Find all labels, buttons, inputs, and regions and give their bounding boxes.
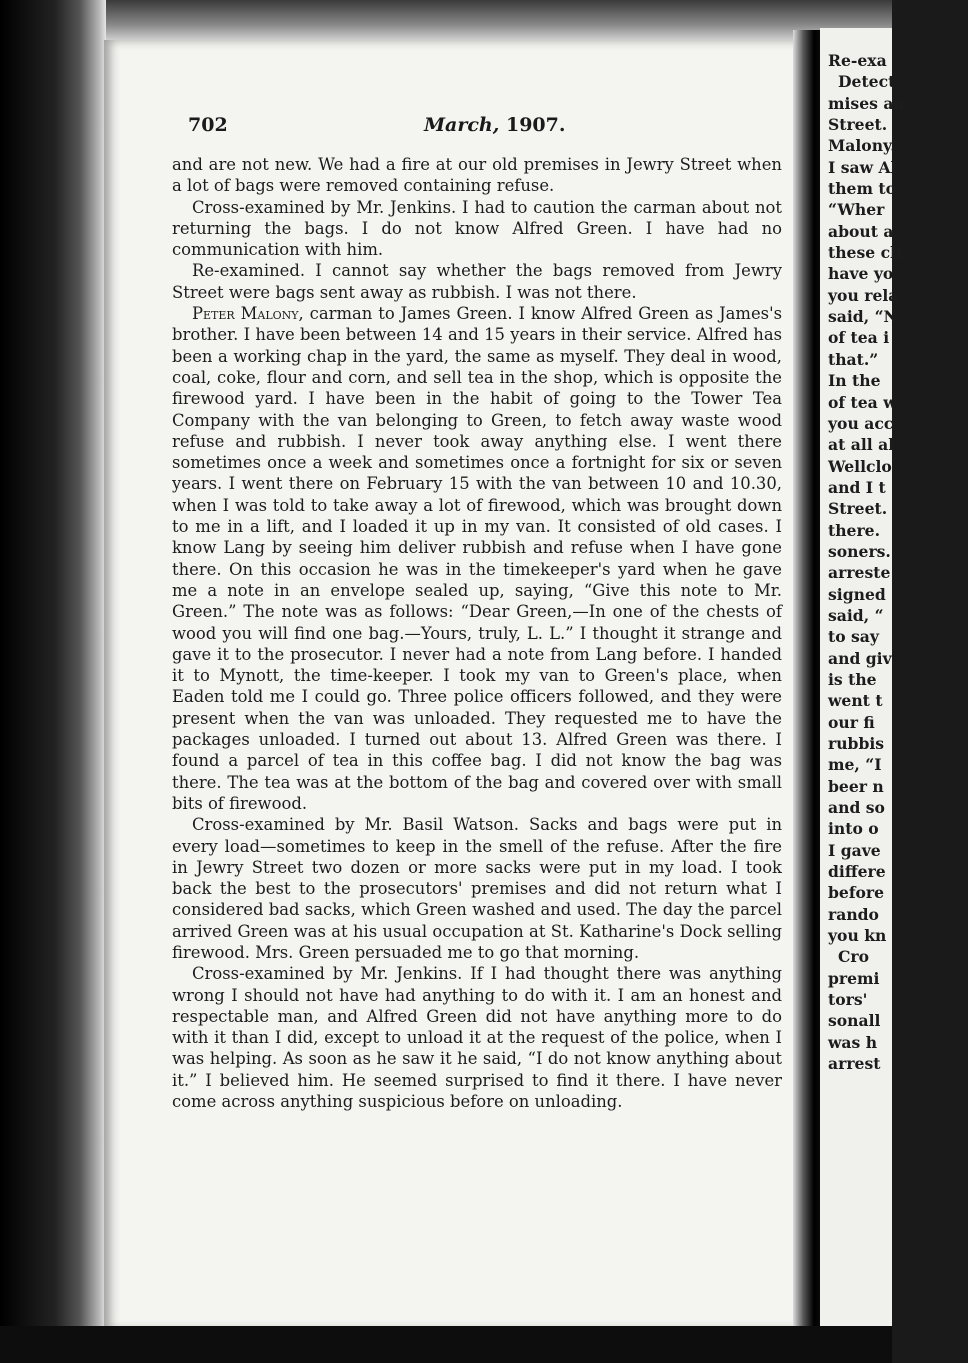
facing-line: me, “I: [828, 755, 882, 775]
facing-line: you rela: [828, 285, 899, 305]
facing-line: there.: [828, 520, 881, 540]
running-head: [424, 114, 565, 136]
facing-line: Wellclo: [828, 456, 892, 476]
paragraph: [172, 814, 782, 963]
facing-line: premi: [828, 968, 880, 988]
facing-line: to say: [828, 627, 879, 647]
facing-line: was h: [828, 1032, 878, 1052]
paragraph: [172, 154, 782, 197]
facing-line: Re-exa: [828, 51, 887, 70]
facing-line: sonall: [828, 1011, 881, 1031]
facing-line: before: [828, 883, 885, 903]
paragraph: [172, 197, 782, 261]
paragraph-text: carman to James Green. I know Alfred Green as James's brother. I have been between 14 and 15 years in their service. Alfred has been a working chap in the yard, the same as myself. They deal in wood, coal, coke, flour and corn, and sell tea in the shop, which is opposite the firewood yard. I have been in the habit of going to the Tower Tea Company with the van belonging to Green, to fetch away waste wood refuse and rubbish. I never took away anything else. I went there sometimes once a week and sometimes once a fortnight for six or seven years. I went there on February 15 with the van between 10 and 10.30, when I was told to take away a lot of firewood, which was brought down to me in a lift, and I loaded it up in my van. It consisted of old cases. I know Lang by seeing him deliver rubbish and refuse when I have gone there. On this occasion he was in the timekeeper's yard when he gave me a note in an envelope sealed up, saying, “Give this note to Mr. Green.” The note was as follows: “Dear Green,—In one of the chests of wood you will find one bag.—Yours, truly, L. L.” I thought it strange and gave it to the prosecutor. I never had a note from Lang before. I handed it to Mynott, the time-keeper. I took my van to Green's place, when Eaden told me I could go. Three police officers followed, and they were present when the van was unloaded. They requested me to have the packages unloaded. I turned out about 13. Alfred Green was there. I found a parcel of tea in this coffee bag. I did not know the bag was there. The tea was at the bottom of the bag and covered over with small bits of firewood.: [172, 304, 782, 813]
book-gutter: [793, 30, 823, 1363]
facing-line: at all al: [828, 435, 895, 455]
paragraph: [172, 260, 782, 303]
facing-line: Malony.: [828, 136, 896, 156]
facing-line: arrest: [828, 1054, 881, 1074]
facing-line: about a: [828, 221, 894, 241]
book-left-edge: [0, 0, 106, 1363]
facing-line: said, “: [828, 605, 884, 625]
page-number: 702: [188, 114, 228, 136]
page-body: [172, 154, 782, 1112]
page-header: [188, 114, 638, 140]
facing-line: said, “N: [828, 307, 898, 327]
paragraph-text: Re-examined. I cannot say whether the bags removed from Jewry Street were bags sent away as rubbish. I was not there.: [172, 261, 782, 302]
facing-line: have yo: [828, 264, 894, 284]
paragraph: [172, 963, 782, 1112]
facing-line: went t: [828, 691, 883, 711]
facing-line: them to: [828, 179, 896, 199]
facing-line: “Wher: [828, 200, 885, 220]
facing-line: differe: [828, 862, 886, 882]
facing-line: is the: [828, 669, 877, 689]
facing-line: beer n: [828, 776, 884, 796]
facing-line: tors': [828, 990, 868, 1010]
facing-line: that.”: [828, 349, 879, 369]
facing-line: of tea i: [828, 328, 890, 348]
facing-line: these ch: [828, 243, 902, 263]
facing-line: In the: [828, 371, 881, 391]
facing-line: of tea w: [828, 392, 897, 412]
facing-line: arreste: [828, 563, 891, 583]
facing-line: Cro: [838, 947, 870, 967]
witness-name: Peter Malony,: [192, 304, 304, 324]
scan-bottom-border: [0, 1326, 892, 1363]
facing-line: signed: [828, 584, 886, 604]
running-head-year: 1907.: [505, 114, 566, 136]
facing-line: Street.: [828, 115, 888, 135]
running-head-month: March,: [424, 114, 500, 136]
left-page: [104, 40, 804, 1330]
facing-line: mises an: [828, 93, 905, 113]
facing-line: you acc: [828, 413, 894, 433]
facing-line: into o: [828, 819, 879, 839]
facing-page-text: [828, 51, 968, 1075]
paragraph: [172, 303, 782, 814]
paragraph-text: and are not new. We had a fire at our old premises in Jewry Street when a lot of bags were removed containing refuse.: [172, 155, 782, 196]
facing-line: Detect: [838, 72, 896, 92]
facing-line: Street.: [828, 499, 888, 519]
facing-line: rubbis: [828, 734, 885, 753]
facing-line: and I t: [828, 477, 886, 497]
paragraph-text: Cross-examined by Mr. Jenkins. If I had thought there was anything wrong I should not have had anything to do with it. I am an honest and respectable man, and Alfred Green did not have anything more to do with it than I did, except to unload it at the request of the police, when I was helping. As soon as he saw it he said, “I do not know anything about it.” I believed him. He seemed surprised to find it there. I have never come across anything suspicious before on unloading.: [172, 964, 782, 1112]
scan-top-border: [0, 0, 892, 42]
facing-line: soners.: [828, 541, 891, 561]
facing-page: [820, 28, 905, 1328]
facing-line: and so: [828, 798, 885, 818]
facing-line: you kn: [828, 926, 887, 946]
facing-line: our fi: [828, 712, 875, 732]
facing-line: rando: [828, 904, 879, 924]
facing-line: I saw Al: [828, 157, 897, 177]
paragraph-text: Cross-examined by Mr. Basil Watson. Sacks and bags were put in every load—sometimes to keep in the smell of the refuse. After the fire in Jewry Street two dozen or more sacks were put in my load. I took back the best to the prosecutors' premises and did not return what I considered bad sacks, which Green washed and used. The day the parcel arrived Green was at his usual occupation at St. Katharine's Dock selling firewood. Mrs. Green persuaded me to go that morning.: [172, 815, 782, 962]
facing-line: and giv: [828, 648, 892, 668]
paragraph-text: Cross-examined by Mr. Jenkins. I had to caution the carman about not returning the bags. I do not know Alfred Green. I have had no communication with him.: [172, 197, 782, 260]
facing-line: I gave: [828, 840, 881, 860]
